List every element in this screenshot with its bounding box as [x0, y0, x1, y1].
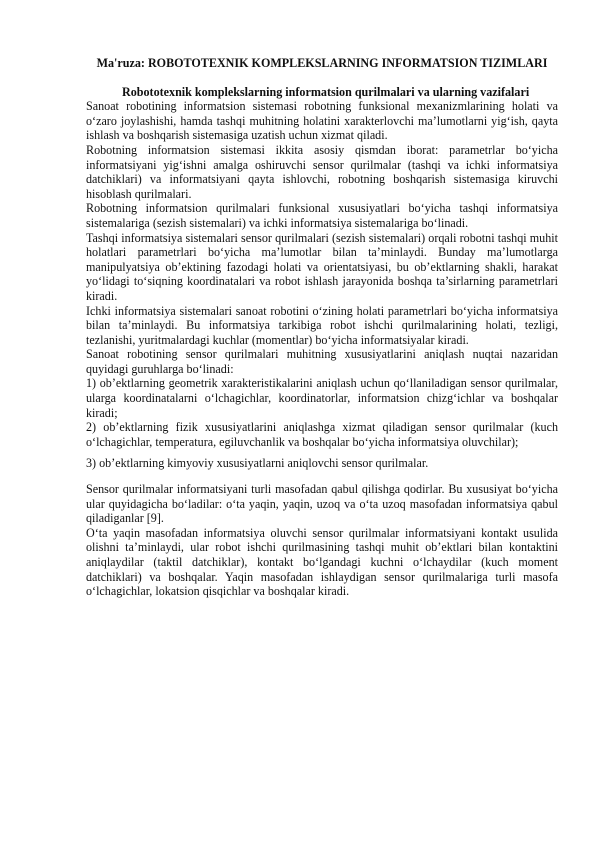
- paragraph-3: Robotning informatsion qurilmalari funksional xususiyatlari bo‘yicha tashqi informatsiya sistemalariga (sezish sistemalari) va ichki informatsiya sistemalariga bo‘linadi.: [86, 201, 558, 230]
- paragraph-4: Tashqi informatsiya sistemalari sensor qurilmalari (sezish sistemalari) orqali robotni tashqi muhit holatlari parametrlari bo‘yicha ma’lumotlar bilan ta’minlaydi. Bunday ma’lumotlarga manipulyatsiya ob’ektining fazodagi holati va orientatsiyasi, bu ob’ektlarning shakli, harakat yo‘lidagi to‘siqning koordinatalari va robot ishlash jarayonida boshqa ta’sirlarning parametrlari kiradi.: [86, 230, 558, 303]
- paragraph-6: Sanoat robotining sensor qurilmalari muhitning xususiyatlarini aniqlash nuqtai nazaridan quyidagi guruhlarga bo‘linadi:: [86, 347, 558, 376]
- paragraph-5: Ichki informatsiya sistemalari sanoat robotini o‘zining holati parametrlari bo‘yicha informatsiya bilan ta’minlaydi. Bu informatsiya tarkibiga robot ishchi qurilmalarining holati, tezligi, tezlanishi, yuritmalardagi kuchlar (momentlar) bo‘yicha informatsiyalar kiradi.: [86, 303, 558, 347]
- section-heading: Robototexnik komplekslarning informatsion qurilmalari va ularning vazifalari: [122, 84, 530, 99]
- document-page: [86, 56, 558, 599]
- list-item-3: 3) ob’ektlarning kimyoviy xususiyatlarni aniqlovchi sensor qurilmalar.: [86, 456, 429, 471]
- list-item-1: 1) ob’ektlarning geometrik xarakteristikalarini aniqlash uchun qo‘llaniladigan sensor qurilmalar, ularga koordinatalarni o‘lchagichlar, koordinatorlar, informatsion chizg‘ichlar va boshqalar kiradi;: [86, 376, 558, 420]
- list-item-2: 2) ob’ektlarning fizik xususiyatlarini aniqlashga xizmat qiladigan sensor qurilmalar (kuch o‘lchagichlar, temperatura, egiluvchanlik va boshqalar bo‘yicha informatsiya oluvchilar);: [86, 420, 558, 449]
- page-title: Ma'ruza: ROBOTOTEXNIK KOMPLEKSLARNING INFORMATSION TIZIMLARI: [96, 56, 548, 70]
- paragraph-7: Sensor qurilmalar informatsiyani turli masofadan qabul qilishga qodirlar. Bu xususiyat bo‘yicha ular quyidagicha bo‘ladilar: o‘ta yaqin, yaqin, uzoq va o‘ta uzoq masofadan informatsiya qabul qiladiganlar [9].: [86, 482, 558, 526]
- paragraph-1: Sanoat robotining informatsion sistemasi robotning funksional mexanizmlarining holati va o‘zaro joylashishi, hamda tashqi muhitning holatini xarakterlovchi ma’lumotlarni yig‘ish, qayta ishlash va boshqarish sistemasiga uzatish uchun xizmat qiladi.: [86, 99, 558, 143]
- paragraph-8: O‘ta yaqin masofadan informatsiya oluvchi sensor qurilmalar informatsiyani kontakt usulida olishni ta’minlaydi, ular robot ishchi qurilmasining tashqi muhit ob’ektlari bilan kontaktini aniqlaydilar (taktil datchiklar), kontakt bo‘lgandagi kuchni o‘lchaydilar (kuch moment datchiklari) va boshqalar. Yaqin masofadan ishlaydigan sensor qurilmalariga turli masofa o‘lchagichlar, lokatsion qisqichlar va boshqalar kiradi.: [86, 525, 558, 599]
- paragraph-2: Robotning informatsion sistemasi ikkita asosiy qismdan iborat: parametrlar bo‘yicha informatsiyani yig‘ishni amalga oshiruvchi sensor qurilmalar (tashqi va ichki informatsiya datchiklari) va informatsiyani qayta ishlovchi, robotning boshqarish sistemasiga kiruvchi hisoblash qurilmalari.: [86, 142, 558, 201]
